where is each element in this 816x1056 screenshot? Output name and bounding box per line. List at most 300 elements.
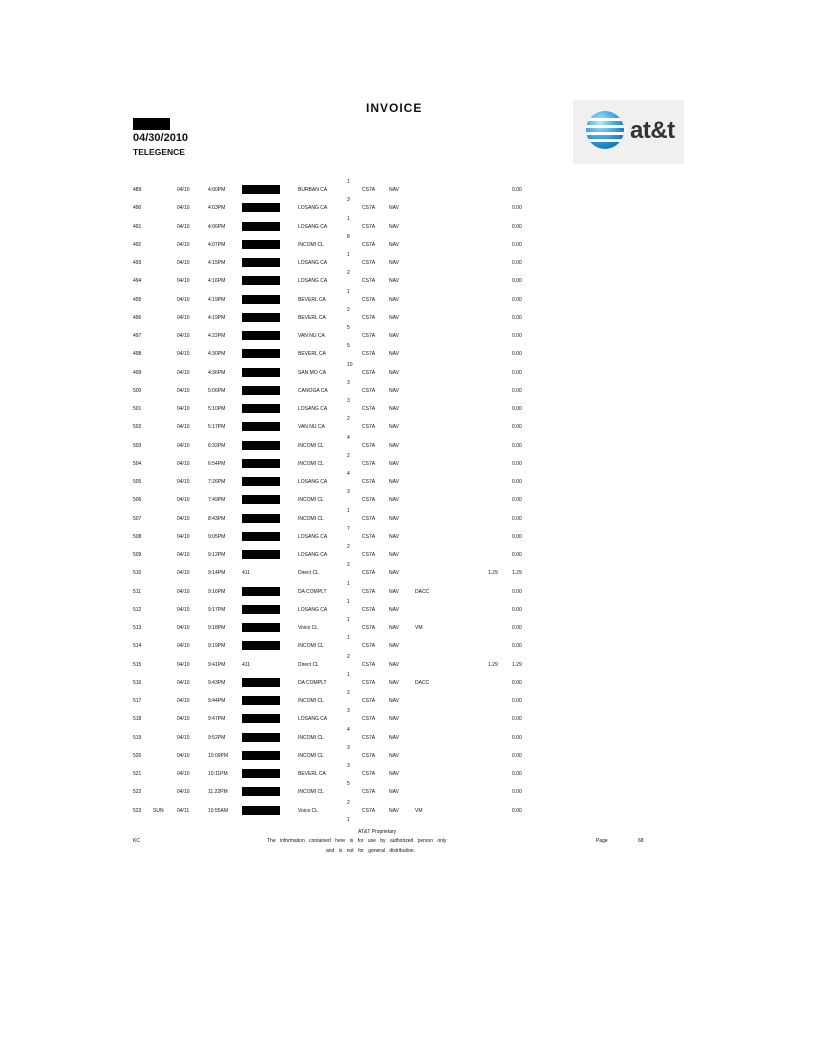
place-cell: VAN NU CA	[298, 424, 325, 431]
called-cell: 411	[242, 570, 250, 577]
redacted-number	[242, 769, 280, 778]
duration-cell: 5	[347, 781, 350, 788]
rate-cell: CS7A	[362, 205, 376, 212]
place-cell: DA COMPLT	[298, 588, 327, 595]
redacted-number	[242, 368, 280, 377]
amt2-cell: 1.29	[512, 570, 522, 577]
rate-cell: CS7A	[362, 260, 376, 266]
feat-cell: NAV	[389, 679, 399, 686]
duration-cell: 2	[347, 452, 350, 459]
amt2-cell: 0.00	[512, 588, 522, 595]
amt2-cell: 0.00	[512, 625, 522, 631]
rate-cell: CS7A	[362, 515, 376, 522]
feat-cell: NAV	[389, 515, 399, 522]
rate-cell: CS7A	[362, 789, 376, 796]
feat-cell: NAV	[389, 789, 399, 796]
time-cell: 9:43PM	[208, 679, 226, 686]
num-cell: 499	[133, 369, 142, 376]
duration-cell: 2	[347, 690, 350, 696]
redacted-number	[242, 422, 280, 431]
redacted-number	[242, 514, 280, 523]
num-cell: 489	[133, 187, 142, 193]
date-cell: 04/10	[177, 296, 190, 303]
day-cell: SUN	[153, 807, 164, 814]
rate-cell: CS7A	[362, 351, 376, 358]
time-cell: 9:18PM	[208, 625, 226, 631]
rate-cell: CS7A	[362, 497, 376, 504]
num-cell: 506	[133, 497, 142, 504]
date-cell: 04/10	[177, 387, 190, 394]
redacted-number	[242, 222, 280, 231]
redacted-number	[242, 532, 280, 541]
num-cell: 523	[133, 807, 142, 814]
place-cell: BURBAN CA	[298, 187, 328, 193]
date-cell: 04/10	[177, 661, 190, 668]
amt2-cell: 0.00	[512, 460, 522, 467]
amt2-cell: 0.00	[512, 479, 522, 485]
rate-cell: CS7A	[362, 278, 376, 285]
place-cell: BEVERL CA	[298, 296, 326, 303]
duration-cell: 1	[347, 179, 350, 185]
rate-cell: CS7A	[362, 296, 376, 303]
place-cell: LOSANG CA	[298, 716, 328, 723]
invoice-title: INVOICE	[366, 101, 423, 115]
table-row	[0, 436, 816, 452]
redacted-number	[242, 787, 280, 796]
time-cell: 5:17PM	[208, 424, 226, 431]
proprietary-label: AT&T Proprietary	[358, 829, 397, 835]
duration-cell: 4	[347, 471, 350, 477]
rate-cell: CS7A	[362, 223, 376, 230]
num-cell: 510	[133, 570, 142, 577]
table-row	[0, 217, 816, 233]
feat-cell: NAV	[389, 369, 399, 376]
amt2-cell: 0.00	[512, 223, 522, 230]
amt2-cell: 1.29	[512, 661, 522, 668]
table-row	[0, 344, 816, 360]
feat-cell: NAV	[389, 533, 399, 540]
amt2-cell: 0.00	[512, 643, 522, 650]
time-cell: 4:36PM	[208, 369, 226, 376]
feat-cell: NAV	[389, 187, 399, 193]
duration-cell: 3	[347, 379, 350, 386]
feat2-cell: VM	[415, 807, 423, 814]
time-cell: 9:41PM	[208, 661, 226, 668]
redacted-number	[242, 495, 280, 504]
feat-cell: NAV	[389, 241, 399, 248]
feat-cell: NAV	[389, 716, 399, 723]
redacted-account-number	[133, 118, 170, 130]
rate-cell: CS7A	[362, 424, 376, 431]
amt2-cell: 0.00	[512, 533, 522, 540]
amt2-cell: 0.00	[512, 187, 522, 193]
time-cell: 9:17PM	[208, 606, 226, 613]
amt2-cell: 0.00	[512, 515, 522, 522]
duration-cell: 5	[347, 343, 350, 350]
redacted-number	[242, 477, 280, 486]
amt2-cell: 0.00	[512, 387, 522, 394]
redacted-number	[242, 386, 280, 395]
amt2-cell: 0.00	[512, 752, 522, 759]
place-cell: LOSANG CA	[298, 479, 328, 485]
place-cell: LOSANG CA	[298, 606, 328, 613]
feat-cell: NAV	[389, 260, 399, 266]
time-cell: 8:43PM	[208, 515, 226, 522]
date-cell: 04/10	[177, 424, 190, 431]
redacted-number	[242, 714, 280, 723]
date-cell: 04/10	[177, 369, 190, 376]
amt2-cell: 0.00	[512, 442, 522, 449]
table-row	[0, 600, 816, 616]
redacted-number	[242, 587, 280, 596]
date-cell: 04/10	[177, 442, 190, 449]
feat-cell: NAV	[389, 424, 399, 431]
num-cell: 507	[133, 515, 142, 522]
time-cell: 10:09PM	[208, 752, 229, 759]
amt2-cell: 0.00	[512, 497, 522, 504]
feat2-cell: DACC	[415, 679, 430, 686]
time-cell: 5:10PM	[208, 406, 226, 412]
num-cell: 502	[133, 424, 142, 431]
table-row	[0, 253, 816, 269]
time-cell: 6:54PM	[208, 460, 226, 467]
table-row	[0, 417, 816, 433]
redacted-number	[242, 313, 280, 322]
place-cell: LOSANG CA	[298, 552, 328, 558]
table-row	[0, 691, 816, 707]
duration-cell: 1	[347, 215, 350, 222]
time-cell: 10:11PM	[208, 771, 228, 777]
place-cell: CANOGA CA	[298, 387, 328, 394]
rate-cell: CS7A	[362, 643, 376, 650]
place-cell: LOSANG CA	[298, 278, 328, 285]
feat-cell: NAV	[389, 479, 399, 485]
table-row	[0, 655, 816, 671]
num-cell: 500	[133, 387, 142, 394]
date-cell: 04/10	[177, 205, 190, 212]
place-cell: LOSANG CA	[298, 406, 328, 412]
num-cell: 517	[133, 698, 142, 704]
rate-cell: CS7A	[362, 552, 376, 558]
feat-cell: NAV	[389, 661, 399, 668]
date-cell: 04/10	[177, 497, 190, 504]
date-cell: 04/10	[177, 460, 190, 467]
amt2-cell: 0.00	[512, 241, 522, 248]
num-cell: 513	[133, 625, 142, 631]
invoice-date: 04/30/2010	[133, 132, 189, 144]
table-row	[0, 563, 816, 579]
table-row	[0, 235, 816, 251]
date-cell: 04/10	[177, 752, 190, 759]
duration-cell: 4	[347, 726, 350, 733]
place-cell: INCOMI CL	[298, 241, 324, 248]
duration-cell: 1	[347, 580, 350, 587]
amt2-cell: 0.00	[512, 789, 522, 796]
amt2-cell: 0.00	[512, 333, 522, 339]
date-cell: 04/10	[177, 734, 190, 741]
table-row	[0, 363, 816, 379]
amt2-cell: 0.00	[512, 606, 522, 613]
rate-cell: CS7A	[362, 533, 376, 540]
amt2-cell: 0.00	[512, 406, 522, 412]
feat-cell: NAV	[389, 698, 399, 704]
time-cell: 9:47PM	[208, 716, 226, 723]
time-cell: 10:55AM	[208, 807, 229, 814]
feat-cell: NAV	[389, 278, 399, 285]
redacted-number	[242, 185, 280, 194]
place-cell: BEVERL CA	[298, 351, 326, 358]
amt2-cell: 0.00	[512, 716, 522, 723]
duration-cell: 2	[347, 306, 350, 313]
rate-cell: CS7A	[362, 588, 376, 595]
feat-cell: NAV	[389, 625, 399, 631]
num-cell: 521	[133, 771, 142, 777]
amt2-cell: 0.00	[512, 351, 522, 358]
table-row	[0, 490, 816, 506]
place-cell: Voice CL	[298, 625, 319, 631]
place-cell: Direct CL	[298, 570, 319, 577]
amt2-cell: 0.00	[512, 296, 522, 303]
table-row	[0, 582, 816, 598]
page-number: 68	[638, 838, 644, 844]
place-cell: BEVERL CA	[298, 314, 326, 321]
page-label: Page	[596, 838, 608, 844]
place-cell: INCOMI CL	[298, 734, 324, 741]
date-cell: 04/10	[177, 570, 190, 577]
redacted-number	[242, 751, 280, 760]
date-cell: 04/10	[177, 479, 190, 485]
num-cell: 516	[133, 679, 142, 686]
duration-cell: 5	[347, 325, 350, 331]
notice-line-1: The information contained here is for use by authorized person only	[267, 838, 447, 844]
time-cell: 6:32PM	[208, 442, 226, 449]
amt2-cell: 0.00	[512, 424, 522, 431]
table-row	[0, 308, 816, 324]
duration-cell: 1	[347, 507, 350, 514]
feat-cell: NAV	[389, 333, 399, 339]
redacted-number	[242, 806, 280, 815]
num-cell: 493	[133, 260, 142, 266]
feat-cell: NAV	[389, 606, 399, 613]
rate-cell: CS7A	[362, 716, 376, 723]
called-cell: 411	[242, 661, 250, 668]
duration-cell: 1	[347, 635, 350, 642]
time-cell: 4:00PM	[208, 187, 226, 193]
table-row	[0, 673, 816, 689]
num-cell: 491	[133, 223, 142, 230]
table-row	[0, 746, 816, 762]
company-name: TELEGENCE	[133, 147, 185, 157]
amt2-cell: 0.00	[512, 278, 522, 285]
num-cell: 501	[133, 406, 142, 412]
date-cell: 04/10	[177, 351, 190, 358]
date-cell: 04/10	[177, 552, 190, 558]
feat-cell: NAV	[389, 296, 399, 303]
duration-cell: 3	[347, 489, 350, 496]
place-cell: INCOMI CL	[298, 698, 324, 704]
time-cell: 4:03PM	[208, 205, 226, 212]
date-cell: 04/10	[177, 643, 190, 650]
rate-cell: CS7A	[362, 387, 376, 394]
rate-cell: CS7A	[362, 333, 376, 339]
table-row	[0, 472, 816, 488]
amt2-cell: 0.00	[512, 260, 522, 266]
redacted-number	[242, 733, 280, 742]
feat2-cell: DACC	[415, 588, 430, 595]
time-cell: 9:52PM	[208, 734, 226, 741]
time-cell: 4:30PM	[208, 351, 226, 358]
place-cell: INCOMI CL	[298, 497, 324, 504]
num-cell: 498	[133, 351, 142, 358]
redacted-number	[242, 295, 280, 304]
duration-cell: 3	[347, 708, 350, 715]
date-cell: 04/10	[177, 771, 190, 777]
time-cell: 4:07PM	[208, 241, 226, 248]
table-row	[0, 326, 816, 342]
amt2-cell: 0.00	[512, 698, 522, 704]
duration-cell: 2	[347, 270, 350, 277]
num-cell: 509	[133, 552, 142, 558]
redacted-number	[242, 331, 280, 340]
duration-cell: 2	[347, 653, 350, 660]
redacted-number	[242, 696, 280, 705]
feat-cell: NAV	[389, 387, 399, 394]
duration-cell: 2	[347, 562, 350, 569]
rate-cell: CS7A	[362, 369, 376, 376]
redacted-number	[242, 258, 280, 267]
date-cell: 04/10	[177, 588, 190, 595]
num-cell: 496	[133, 314, 142, 321]
table-row	[0, 509, 816, 525]
place-cell: VAN NU CA	[298, 333, 325, 339]
time-cell: 4:19PM	[208, 296, 226, 303]
rate-cell: CS7A	[362, 442, 376, 449]
time-cell: 4:15PM	[208, 260, 226, 266]
date-cell: 04/10	[177, 406, 190, 412]
duration-cell: 10	[347, 361, 353, 368]
duration-cell: 8	[347, 233, 350, 240]
feat-cell: NAV	[389, 497, 399, 504]
place-cell: INCOMI CL	[298, 643, 324, 650]
place-cell: LOSANG CA	[298, 223, 328, 230]
table-row	[0, 198, 816, 214]
duration-cell: 1	[347, 617, 350, 623]
date-cell: 04/10	[177, 278, 190, 285]
duration-cell: 1	[347, 671, 350, 678]
amt2-cell: 0.00	[512, 771, 522, 777]
duration-cell: 2	[347, 544, 350, 550]
redacted-number	[242, 605, 280, 614]
feat-cell: NAV	[389, 223, 399, 230]
table-row	[0, 782, 816, 798]
rate-cell: CS7A	[362, 734, 376, 741]
table-row	[0, 618, 816, 634]
duration-cell: 3	[347, 398, 350, 404]
table-row	[0, 636, 816, 652]
feat2-cell: VM	[415, 625, 423, 631]
table-row	[0, 290, 816, 306]
duration-cell: 2	[347, 799, 350, 806]
place-cell: LOSANG CA	[298, 533, 328, 540]
footer-code: KC	[133, 838, 140, 844]
num-cell: 519	[133, 734, 142, 741]
duration-cell: 1	[347, 598, 350, 605]
table-row	[0, 381, 816, 397]
rate-cell: CS7A	[362, 187, 376, 193]
num-cell: 505	[133, 479, 142, 485]
num-cell: 520	[133, 752, 142, 759]
time-cell: 4:16PM	[208, 278, 226, 285]
num-cell: 514	[133, 643, 142, 650]
feat-cell: NAV	[389, 734, 399, 741]
amt2-cell: 0.00	[512, 679, 522, 686]
time-cell: 9:14PM	[208, 570, 226, 577]
feat-cell: NAV	[389, 205, 399, 212]
table-row	[0, 399, 816, 415]
redacted-number	[242, 623, 280, 632]
feat-cell: NAV	[389, 351, 399, 358]
duration-cell: 1	[347, 252, 350, 258]
feat-cell: NAV	[389, 314, 399, 321]
feat-cell: NAV	[389, 552, 399, 558]
amt1-cell: 1.29	[488, 661, 498, 668]
rate-cell: CS7A	[362, 241, 376, 248]
rate-cell: CS7A	[362, 661, 376, 668]
rate-cell: CS7A	[362, 698, 376, 704]
time-cell: 9:16PM	[208, 588, 226, 595]
duration-cell: 3	[347, 197, 350, 204]
rate-cell: CS7A	[362, 771, 376, 777]
num-cell: 494	[133, 278, 142, 285]
place-cell: INCOMI CL	[298, 789, 324, 796]
duration-cell: 1	[347, 288, 350, 295]
num-cell: 512	[133, 606, 142, 613]
rate-cell: CS7A	[362, 314, 376, 321]
feat-cell: NAV	[389, 771, 399, 777]
num-cell: 490	[133, 205, 142, 212]
rate-cell: CS7A	[362, 460, 376, 467]
place-cell: INCOMI CL	[298, 752, 324, 759]
duration-cell: 2	[347, 416, 350, 423]
amt2-cell: 0.00	[512, 205, 522, 212]
amt1-cell: 1.29	[488, 570, 498, 577]
feat-cell: NAV	[389, 643, 399, 650]
rate-cell: CS7A	[362, 479, 376, 485]
num-cell: 515	[133, 661, 142, 668]
duration-cell: 4	[347, 434, 350, 441]
num-cell: 503	[133, 442, 142, 449]
num-cell: 497	[133, 333, 142, 339]
time-cell: 9:44PM	[208, 698, 226, 704]
time-cell: 9:05PM	[208, 533, 226, 540]
feat-cell: NAV	[389, 460, 399, 467]
time-cell: 4:06PM	[208, 223, 226, 230]
date-cell: 04/10	[177, 716, 190, 723]
date-cell: 04/10	[177, 679, 190, 686]
rate-cell: CS7A	[362, 807, 376, 814]
att-logo	[573, 100, 684, 164]
table-row	[0, 271, 816, 287]
place-cell: BEVERL CA	[298, 771, 326, 777]
rate-cell: CS7A	[362, 752, 376, 759]
redacted-number	[242, 203, 280, 212]
place-cell: Direct CL	[298, 661, 319, 668]
place-cell: INCOMI CL	[298, 460, 324, 467]
rate-cell: CS7A	[362, 406, 376, 412]
date-cell: 04/10	[177, 333, 190, 339]
redacted-number	[242, 550, 280, 559]
redacted-number	[242, 678, 280, 687]
